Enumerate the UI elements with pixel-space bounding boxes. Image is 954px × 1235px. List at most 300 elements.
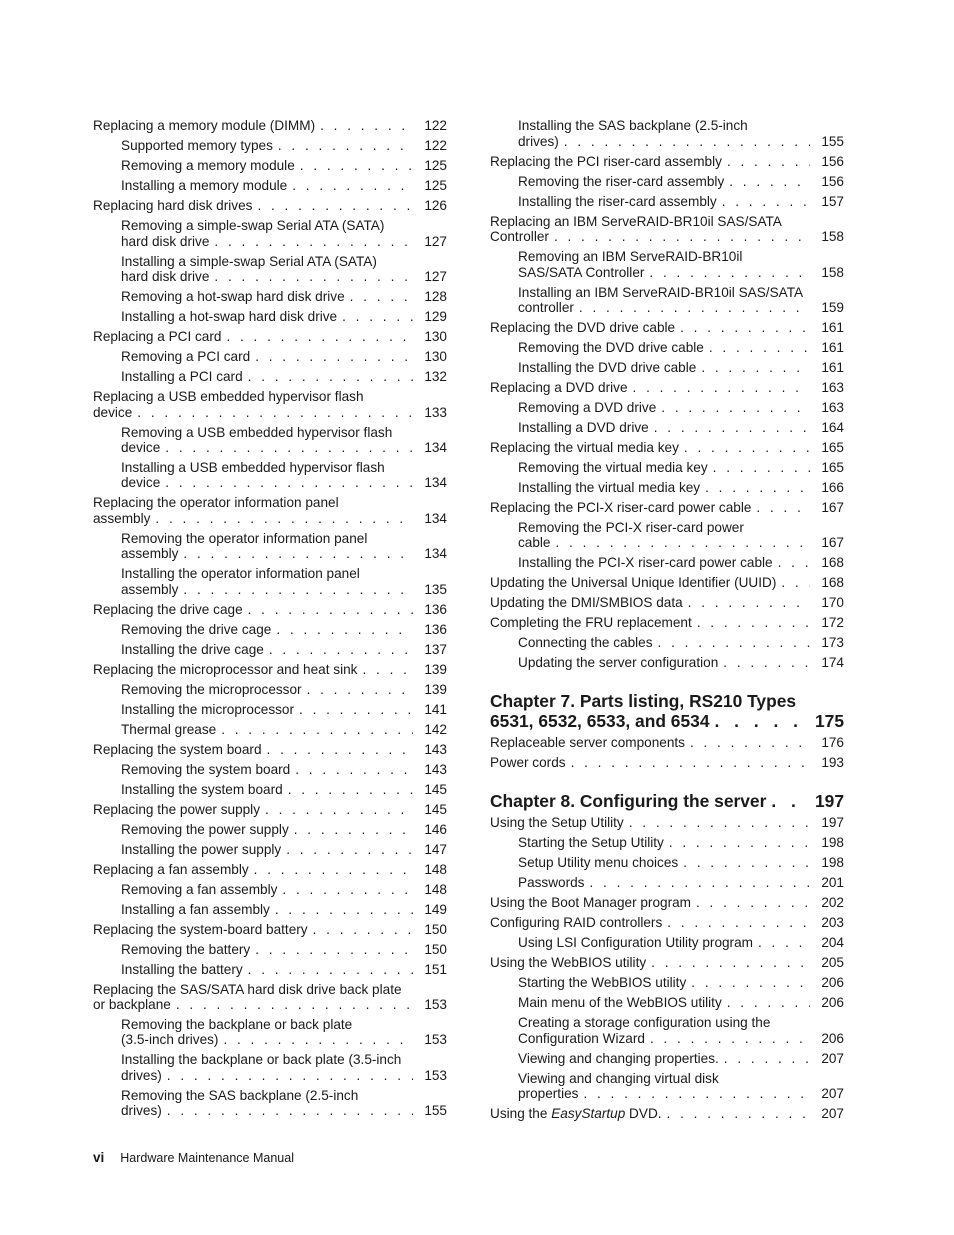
toc-entry[interactable] <box>93 619 447 639</box>
toc-entry-title <box>93 662 413 677</box>
toc-entry-title-line: Removing the SAS backplane (2.5-inch <box>121 1087 359 1103</box>
toc-entry-title-line: Installing an IBM ServeRAID-BR10il SAS/SATA <box>518 284 804 300</box>
toc-entry[interactable] <box>93 116 447 136</box>
toc-entry-title-line: Chapter 7. Parts listing, RS210 Types <box>490 691 797 712</box>
toc-entry[interactable] <box>93 759 447 779</box>
toc-entry[interactable] <box>93 347 447 367</box>
toc-entry-title-line: Removing a USB embedded hypervisor flash <box>121 424 393 440</box>
toc-entry[interactable] <box>93 879 447 899</box>
toc-entry-title-line: Replacing a fan assembly . . . <box>93 862 413 877</box>
toc-entry-page: 166 <box>821 479 844 495</box>
toc-entry-title <box>490 895 810 910</box>
toc-entry-title-line: Using the WebBIOS utility . . . <box>490 955 810 970</box>
toc-entry-page: 136 <box>424 621 447 637</box>
toc-entry-title-line: Replacing an IBM ServeRAID-BR10il SAS/SATA <box>490 213 782 229</box>
toc-entry-page: 150 <box>424 941 447 957</box>
toc-entry-title-line: Installing a memory module . . . <box>121 178 413 193</box>
toc-entry-title-line: Removing an IBM ServeRAID-BR10il <box>518 249 743 265</box>
toc-entry-title-line: Replacing a memory module (DIMM) . . . <box>93 118 413 133</box>
toc-entry[interactable] <box>490 438 844 458</box>
toc-entry-title-line: Installing the SAS backplane (2.5-inch <box>518 118 748 134</box>
toc-entry-page: 155 <box>424 1103 447 1119</box>
toc-entry-title <box>518 875 810 890</box>
toc-entry-title <box>518 480 810 495</box>
toc-entry-page: 159 <box>821 299 844 315</box>
toc-entry[interactable] <box>490 247 844 282</box>
toc-entry-title <box>490 691 804 731</box>
toc-entry-page: 153 <box>424 1067 447 1083</box>
toc-entry[interactable] <box>93 564 447 599</box>
toc-entry-title-line: Removing the microprocessor . . . <box>121 682 413 697</box>
toc-entry-title-line: Removing the DVD drive cable . . . <box>518 340 810 355</box>
toc-entry-title <box>518 995 810 1010</box>
toc-entry-page: 134 <box>424 439 447 455</box>
toc-entry-page: 193 <box>821 755 844 771</box>
toc-entry[interactable] <box>490 171 844 191</box>
toc-entry-title-line: Installing a DVD drive . . . <box>518 420 810 435</box>
toc-entry-page: 167 <box>821 535 844 551</box>
toc-entry-title-line: Updating the DMI/SMBIOS data . . . <box>490 595 810 610</box>
toc-entry[interactable] <box>93 699 447 719</box>
toc-entry-page: 198 <box>821 835 844 851</box>
chapter-spacer <box>490 773 844 791</box>
toc-entry[interactable] <box>93 919 447 939</box>
toc-entry[interactable] <box>490 753 844 773</box>
toc-entry-title-line: Removing a PCI card . . . <box>121 349 413 364</box>
toc-entry-title <box>490 955 810 970</box>
toc-entry[interactable] <box>490 833 844 853</box>
toc-entry-title-line: drives) . . . <box>121 1068 413 1083</box>
toc-entry-title-line: Installing a hot-swap hard disk drive . . . <box>121 309 413 324</box>
toc-entry-page: 158 <box>821 264 844 280</box>
toc-entry-title <box>121 218 413 249</box>
toc-entry[interactable] <box>93 1015 447 1050</box>
toc-entry-page: 174 <box>821 655 844 671</box>
toc-entry-page: 156 <box>821 153 844 169</box>
toc-entry[interactable] <box>93 959 447 979</box>
toc-entry[interactable] <box>490 191 844 211</box>
toc-entry-title-line: Removing a simple-swap Serial ATA (SATA) <box>121 218 385 234</box>
toc-entry-title <box>121 722 413 737</box>
toc-entry-title-line: Replacing hard disk drives . . . <box>93 198 413 213</box>
toc-chapter-entry[interactable] <box>490 691 844 731</box>
toc-entry-title <box>518 935 810 950</box>
toc-entry-title <box>121 531 413 562</box>
toc-entry-title-line: Installing a PCI card . . . <box>121 369 413 384</box>
toc-entry-page: 197 <box>814 791 844 812</box>
toc-entry-title-line: Main menu of the WebBIOS utility . . . <box>518 995 810 1010</box>
toc-entry-page: 145 <box>424 801 447 817</box>
toc-entry-page: 143 <box>424 741 447 757</box>
toc-entry-title <box>93 802 413 817</box>
toc-entry-title-line: Replacing a USB embedded hypervisor flash <box>93 389 364 405</box>
toc-entry-title-line: Replacing the DVD drive cable . . . <box>490 320 810 335</box>
toc-entry-title <box>518 460 810 475</box>
toc-entry-page: 136 <box>424 601 447 617</box>
toc-entry[interactable] <box>490 418 844 438</box>
toc-entry-title-line: assembly . . . <box>93 511 413 526</box>
toc-entry[interactable] <box>490 593 844 613</box>
toc-entry-page: 206 <box>821 975 844 991</box>
toc-entry[interactable] <box>93 528 447 563</box>
toc-entry-page: 127 <box>424 233 447 249</box>
toc-entry[interactable] <box>93 639 447 659</box>
toc-entry[interactable] <box>490 653 844 673</box>
toc-entry-title <box>121 425 413 456</box>
toc-entry[interactable] <box>490 553 844 573</box>
toc-entry-page: 128 <box>424 289 447 305</box>
toc-entry-title-line: Completing the FRU replacement . . . <box>490 615 810 630</box>
toc-entry-title-line: Using the Setup Utility . . . <box>490 815 810 830</box>
toc-entry-page: 155 <box>821 133 844 149</box>
toc-entry-title-line: Removing the backplane or back plate <box>121 1016 353 1032</box>
toc-entry[interactable] <box>490 873 844 893</box>
toc-entry-title <box>518 1015 810 1046</box>
toc-entry-title-line: Installing a simple-swap Serial ATA (SATA) <box>121 253 377 269</box>
toc-entry-title-line: Replacing the microprocessor and heat sink . . . <box>93 662 413 677</box>
toc-entry[interactable] <box>490 211 844 246</box>
toc-entry[interactable] <box>93 136 447 156</box>
toc-entry-page: 149 <box>424 901 447 917</box>
toc-entry[interactable] <box>93 422 447 457</box>
toc-entry[interactable] <box>93 1085 447 1120</box>
toc-entry[interactable] <box>93 1050 447 1085</box>
toc-entry[interactable] <box>93 387 447 422</box>
toc-entry-title-line: Installing the microprocessor . . . <box>121 702 413 717</box>
toc-entry-page: 134 <box>424 475 447 491</box>
toc-entry-page: 139 <box>424 681 447 697</box>
toc-entry-page: 156 <box>821 173 844 189</box>
toc-entry-title-line: drives) . . . <box>121 1103 413 1118</box>
toc-entry[interactable] <box>490 282 844 317</box>
toc-entry-title <box>490 791 804 811</box>
toc-entry[interactable] <box>93 216 447 251</box>
toc-entry-title-line: device . . . <box>121 475 413 490</box>
toc-entry-title-line: Thermal grease . . . <box>121 722 413 737</box>
toc-entry-title-line: Using the Boot Manager program . . . <box>490 895 810 910</box>
toc-entry-title <box>490 214 810 245</box>
toc-entry[interactable] <box>490 478 844 498</box>
toc-entry-title-line: assembly . . . <box>121 546 413 561</box>
toc-entry-title <box>93 118 413 133</box>
toc-entry-title-line: (3.5-inch drives) . . . <box>121 1032 413 1047</box>
toc-entry-page: 170 <box>821 595 844 611</box>
toc-entry-title <box>121 460 413 491</box>
toc-entry-page: 125 <box>424 178 447 194</box>
toc-entry-title <box>121 158 413 173</box>
toc-entry-page: 172 <box>821 615 844 631</box>
toc-entry-title <box>121 702 413 717</box>
toc-entry-title <box>518 1051 810 1066</box>
toc-entry-title-line: Connecting the cables . . . <box>518 635 810 650</box>
toc-entry-page: 132 <box>424 369 447 385</box>
toc-entry-page: 133 <box>424 404 447 420</box>
toc-entry-title-line: Installing the drive cage . . . <box>121 642 413 657</box>
toc-entry[interactable] <box>490 893 844 913</box>
toc-entry-page: 203 <box>821 915 844 931</box>
toc-entry-title <box>518 975 810 990</box>
toc-entry-title <box>490 595 810 610</box>
toc-entry-title-line: Removing a fan assembly . . . <box>121 882 413 897</box>
toc-entry[interactable] <box>93 679 447 699</box>
toc-entry-title-line: Passwords . . . <box>518 875 810 890</box>
toc-entry[interactable] <box>490 1068 844 1103</box>
toc-entry[interactable] <box>93 779 447 799</box>
toc-entry-title-line: device . . . <box>93 405 413 420</box>
toc-entry-title-line: Replacing the system board . . . <box>93 742 413 757</box>
toc-entry-title <box>518 1071 810 1102</box>
toc-entry-title-line: Creating a storage configuration using the <box>518 1015 771 1031</box>
toc-entry-title <box>121 942 413 957</box>
toc-entry[interactable] <box>93 251 447 286</box>
toc-entry-page: 175 <box>814 711 844 732</box>
toc-entry[interactable] <box>93 287 447 307</box>
toc-entry[interactable] <box>490 993 844 1013</box>
toc-entry-title <box>93 982 413 1013</box>
toc-entry[interactable] <box>490 813 844 833</box>
toc-entry[interactable] <box>93 719 447 739</box>
toc-entry-title <box>121 566 413 597</box>
toc-entry-title-line: or backplane . . . <box>93 997 413 1012</box>
toc-entry-page: 161 <box>821 359 844 375</box>
toc-entry[interactable] <box>490 613 844 633</box>
toc-entry-title-line: Replacing the PCI riser-card assembly . . . <box>490 154 810 169</box>
toc-entry-page: 141 <box>424 701 447 717</box>
toc-entry-page: 134 <box>424 546 447 562</box>
toc-entry[interactable] <box>490 633 844 653</box>
toc-entry-title <box>121 762 413 777</box>
toc-entry-title-line: Installing a USB embedded hypervisor flash <box>121 459 385 475</box>
toc-entry-page: 168 <box>821 575 844 591</box>
toc-entry-title-line: Configuration Wizard . . . <box>518 1031 810 1046</box>
toc-entry[interactable] <box>490 853 844 873</box>
toc-entry-title <box>93 862 413 877</box>
toc-entry-title <box>518 174 810 189</box>
toc-entry-title <box>518 555 810 570</box>
toc-entry-page: 176 <box>821 735 844 751</box>
toc-entry[interactable] <box>93 176 447 196</box>
toc-entry-page: 148 <box>424 881 447 897</box>
toc-entry-page: 139 <box>424 661 447 677</box>
toc-entry-page: 126 <box>424 198 447 214</box>
toc-entry-title-line: Supported memory types . . . <box>121 138 413 153</box>
toc-entry-page: 163 <box>821 399 844 415</box>
toc-entry-title-line: Starting the Setup Utility . . . <box>518 835 810 850</box>
toc-entry-title <box>121 289 413 304</box>
toc-left-column <box>93 116 447 1121</box>
toc-entry-page: 153 <box>424 996 447 1012</box>
toc-entry[interactable] <box>490 573 844 593</box>
toc-entry-title-line: Installing the backplane or back plate (3.5-inch <box>121 1052 402 1068</box>
toc-entry[interactable] <box>93 859 447 879</box>
toc-entry-title-line: Removing the drive cage . . . <box>121 622 413 637</box>
toc-entry[interactable] <box>490 458 844 478</box>
toc-entry-page: 173 <box>821 635 844 651</box>
toc-entry-page: 129 <box>424 309 447 325</box>
toc-entry[interactable] <box>93 939 447 959</box>
toc-entry-title-line: Replacing the power supply . . . <box>93 802 413 817</box>
toc-entry-title <box>93 389 413 420</box>
toc-entry-title-line: Removing the battery . . . <box>121 942 413 957</box>
toc-entry-page: 145 <box>424 781 447 797</box>
toc-entry-page: 135 <box>424 581 447 597</box>
toc-entry[interactable] <box>93 979 447 1014</box>
toc-entry-title <box>490 320 810 335</box>
toc-entry-title <box>121 254 413 285</box>
toc-entry-page: 198 <box>821 855 844 871</box>
toc-entry-title-line: hard disk drive . . . <box>121 269 413 284</box>
toc-entry[interactable] <box>490 733 844 753</box>
toc-entry-title-line: Installing the virtual media key . . . <box>518 480 810 495</box>
toc-entry-title <box>121 1017 413 1048</box>
chapter-spacer <box>490 673 844 691</box>
toc-entry-page: 157 <box>821 193 844 209</box>
toc-entry[interactable] <box>93 739 447 759</box>
toc-entry-title-line: Replaceable server components . . . <box>490 735 810 750</box>
toc-entry-title <box>121 842 413 857</box>
toc-entry-page: 143 <box>424 761 447 777</box>
toc-entry-title-line: Installing the operator information panel <box>121 566 360 582</box>
toc-entry-title-line: Installing the system board . . . <box>121 782 413 797</box>
toc-entry-page: 122 <box>424 138 447 154</box>
toc-entry[interactable] <box>490 1048 844 1068</box>
toc-entry-title-line: assembly . . . <box>121 582 413 597</box>
toc-entry[interactable] <box>490 338 844 358</box>
toc-entry-title-line: device . . . <box>121 440 413 455</box>
toc-entry[interactable] <box>93 899 447 919</box>
toc-entry[interactable] <box>93 799 447 819</box>
toc-entry[interactable] <box>93 327 447 347</box>
toc-entry-title-line: Installing the battery . . . <box>121 962 413 977</box>
toc-entry[interactable] <box>490 1104 844 1124</box>
toc-entry-title <box>121 178 413 193</box>
toc-entry-page: 165 <box>821 439 844 455</box>
toc-entry-title <box>518 285 810 316</box>
toc-entry[interactable] <box>490 498 844 518</box>
footer-title: Hardware Maintenance Manual <box>120 1151 294 1165</box>
toc-entry[interactable] <box>93 367 447 387</box>
toc-entry-page: 134 <box>424 510 447 526</box>
toc-chapter-entry[interactable] <box>490 791 844 811</box>
toc-entry-title-line: Removing a memory module . . . <box>121 158 413 173</box>
toc-entry-title-line: Installing the DVD drive cable . . . <box>518 360 810 375</box>
toc-entry-title-line: Installing the PCI-X riser-card power cable . . . <box>518 555 810 570</box>
toc-entry-title <box>490 154 810 169</box>
footer-page-number: vi <box>93 1150 105 1165</box>
toc-entry[interactable] <box>93 493 447 528</box>
toc-entry-title-line: Replacing the virtual media key . . . <box>490 440 810 455</box>
toc-entry-title <box>93 602 413 617</box>
toc-entry[interactable] <box>93 599 447 619</box>
toc-entry-page: 161 <box>821 339 844 355</box>
toc-entry-title <box>518 855 810 870</box>
toc-right-column <box>490 116 844 1124</box>
toc-entry-title-line: Replacing a PCI card . . . <box>93 329 413 344</box>
toc-entry-page: 168 <box>821 555 844 571</box>
toc-entry-title-line: Controller . . . <box>490 229 810 244</box>
toc-entry-title-line: Replacing a DVD drive . . . <box>490 380 810 395</box>
toc-entry-page: 206 <box>821 995 844 1011</box>
toc-entry-page: 165 <box>821 459 844 475</box>
toc-entry-title-line: 6531, 6532, 6533, and 6534 . . . <box>490 711 804 731</box>
toc-entry-title <box>490 755 810 770</box>
toc-entry[interactable] <box>490 933 844 953</box>
toc-entry[interactable] <box>93 659 447 679</box>
toc-entry[interactable] <box>490 518 844 553</box>
toc-entry[interactable] <box>490 953 844 973</box>
toc-entry[interactable] <box>490 318 844 338</box>
toc-entry-title <box>121 962 413 977</box>
toc-entry-title-line: Installing the power supply . . . <box>121 842 413 857</box>
toc-entry-page: 142 <box>424 721 447 737</box>
toc-entry[interactable] <box>490 358 844 378</box>
toc-entry-title <box>121 642 413 657</box>
toc-entry[interactable] <box>490 973 844 993</box>
toc-entry-page: 127 <box>424 269 447 285</box>
toc-entry-title <box>93 742 413 757</box>
toc-entry[interactable] <box>490 1013 844 1048</box>
toc-entry-title <box>518 194 810 209</box>
toc-entry-page: 158 <box>821 229 844 245</box>
toc-entry-title-line: Removing the virtual media key . . . <box>518 460 810 475</box>
toc-entry-page: 150 <box>424 921 447 937</box>
toc-entry-title-line: Starting the WebBIOS utility . . . <box>518 975 810 990</box>
toc-entry-page: 161 <box>821 319 844 335</box>
toc-entry-page: 151 <box>424 961 447 977</box>
toc-entry-title <box>93 495 413 526</box>
toc-entry-page: 202 <box>821 895 844 911</box>
toc-entry[interactable] <box>93 839 447 859</box>
toc-entry-title <box>121 822 413 837</box>
toc-entry[interactable] <box>490 913 844 933</box>
toc-entry-page: 205 <box>821 955 844 971</box>
toc-entry-title-line: hard disk drive . . . <box>121 234 413 249</box>
toc-entry-title-line: cable . . . <box>518 535 810 550</box>
toc-entry-title-line: Using LSI Configuration Utility program . . . <box>518 935 810 950</box>
toc-entry-page: 137 <box>424 641 447 657</box>
toc-entry-title <box>490 735 810 750</box>
toc-entry-title-line: Updating the server configuration . . . <box>518 655 810 670</box>
toc-entry-title <box>121 138 413 153</box>
toc-entry-title <box>518 360 810 375</box>
toc-entry-title <box>490 915 810 930</box>
toc-entry-page: 167 <box>821 499 844 515</box>
toc-entry[interactable] <box>490 378 844 398</box>
toc-entry-title <box>518 520 810 551</box>
toc-entry-title <box>121 369 413 384</box>
toc-entry-title <box>490 440 810 455</box>
toc-entry[interactable] <box>93 458 447 493</box>
toc-entry[interactable] <box>93 156 447 176</box>
toc-entry-title-line: Removing the PCI-X riser-card power <box>518 519 744 535</box>
toc-entry-title <box>518 835 810 850</box>
toc-entry-title-line: Replacing the drive cage . . . <box>93 602 413 617</box>
toc-entry-title <box>518 249 810 280</box>
toc-entry[interactable] <box>490 398 844 418</box>
toc-entry-title-line: Installing the riser-card assembly . . . <box>518 194 810 209</box>
toc-entry-title-line: Chapter 8. Configuring the server . . . <box>490 791 804 811</box>
toc-entry[interactable] <box>490 116 844 151</box>
toc-entry[interactable] <box>93 196 447 216</box>
toc-entry-title <box>518 340 810 355</box>
toc-entry[interactable] <box>93 819 447 839</box>
toc-entry[interactable] <box>490 151 844 171</box>
toc-entry-title <box>490 500 810 515</box>
toc-entry-title <box>121 902 413 917</box>
toc-entry-title <box>518 635 810 650</box>
toc-entry-title-line: Updating the Universal Unique Identifier (UUID) . . . <box>490 575 810 590</box>
toc-entry[interactable] <box>93 307 447 327</box>
